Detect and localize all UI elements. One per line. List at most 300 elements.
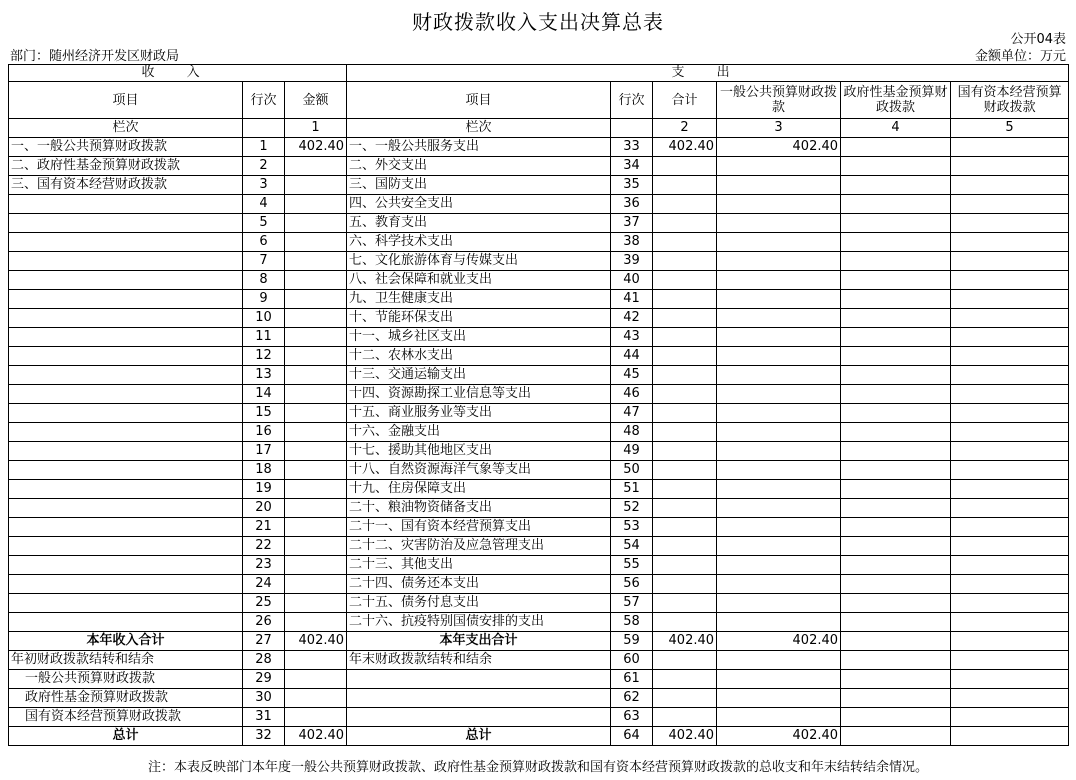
income-row-no: 13: [243, 366, 285, 385]
expense-general-budget: [717, 404, 841, 423]
expense-item: 十二、农林水支出: [347, 347, 611, 366]
income-amount: [285, 499, 347, 518]
table-row: [9, 594, 1069, 613]
expense-row-no: 57: [611, 594, 653, 613]
carryover-income-row-no: 30: [243, 689, 285, 708]
expense-item: 二、外交支出: [347, 157, 611, 176]
expense-item: 六、科学技术支出: [347, 233, 611, 252]
expense-state-capital: [951, 252, 1069, 271]
header-row-columns: [9, 82, 1069, 119]
carryover-income-item: 年初财政拨款结转和结余: [9, 651, 243, 670]
income-item: [9, 271, 243, 290]
table-row: [9, 366, 1069, 385]
carryover-expense-total: [653, 689, 717, 708]
expense-row-no: 39: [611, 252, 653, 271]
carryover-income-amount: [285, 670, 347, 689]
income-item: 一、一般公共预算财政拨款: [9, 138, 243, 157]
income-row-no: 16: [243, 423, 285, 442]
income-item: [9, 404, 243, 423]
expense-item: 十六、金融支出: [347, 423, 611, 442]
income-item: [9, 442, 243, 461]
income-amount: [285, 537, 347, 556]
expense-total: [653, 252, 717, 271]
expense-fund-budget: [841, 461, 951, 480]
income-row-no: 25: [243, 594, 285, 613]
table-row: [9, 195, 1069, 214]
year-income-row-no: 27: [243, 632, 285, 651]
expense-total: [653, 290, 717, 309]
carryover-expense-fund-budget: [841, 689, 951, 708]
expense-section-header: 支 出: [347, 65, 1069, 82]
expense-state-capital: [951, 461, 1069, 480]
grand-expense-state-capital: [951, 727, 1069, 746]
carryover-expense-fund-budget: [841, 670, 951, 689]
expense-fund-budget: [841, 157, 951, 176]
expense-state-capital: [951, 233, 1069, 252]
col-index-blank: [243, 119, 285, 138]
income-item: [9, 347, 243, 366]
carryover-expense-general-budget: [717, 708, 841, 727]
expense-row-no: 53: [611, 518, 653, 537]
table-row: [9, 347, 1069, 366]
expense-row-no: 35: [611, 176, 653, 195]
income-row-no: 18: [243, 461, 285, 480]
footnote: 注：本表反映部门本年度一般公共预算财政拨款、政府性基金预算财政拨款和国有资本经营预算财政拨款的总收支和年末结转结余情况。: [147, 760, 928, 775]
carryover-income-item: 一般公共预算财政拨款: [9, 670, 243, 689]
expense-fund-budget: [841, 271, 951, 290]
income-amount: [285, 556, 347, 575]
expense-fund-budget: [841, 594, 951, 613]
expense-item: 四、公共安全支出: [347, 195, 611, 214]
carryover-income-amount: [285, 708, 347, 727]
expense-general-budget: [717, 328, 841, 347]
general-budget-header: 一般公共预算财政拨款: [717, 82, 841, 119]
income-row-no: 7: [243, 252, 285, 271]
expense-item: 十四、资源勘探工业信息等支出: [347, 385, 611, 404]
expense-item: 三、国防支出: [347, 176, 611, 195]
expense-state-capital: [951, 157, 1069, 176]
income-amount: [285, 328, 347, 347]
income-row-no: 5: [243, 214, 285, 233]
expense-item: 十九、住房保障支出: [347, 480, 611, 499]
expense-general-budget: [717, 233, 841, 252]
carryover-income-item: 国有资本经营预算财政拨款: [9, 708, 243, 727]
table-row: [9, 537, 1069, 556]
income-amount: [285, 290, 347, 309]
income-item: [9, 252, 243, 271]
table-row: [9, 271, 1069, 290]
income-item: [9, 385, 243, 404]
expense-item-header: 项目: [347, 82, 611, 119]
table-row: [9, 157, 1069, 176]
expense-state-capital: [951, 347, 1069, 366]
expense-state-capital: [951, 271, 1069, 290]
income-item: [9, 613, 243, 632]
income-item: [9, 214, 243, 233]
grand-total-row: [9, 727, 1069, 746]
income-row-no: 14: [243, 385, 285, 404]
expense-fund-budget: [841, 423, 951, 442]
expense-item: 八、社会保障和就业支出: [347, 271, 611, 290]
income-amount: [285, 575, 347, 594]
income-row-no: 20: [243, 499, 285, 518]
expense-item: 九、卫生健康支出: [347, 290, 611, 309]
expense-total: [653, 480, 717, 499]
expense-state-capital: [951, 404, 1069, 423]
expense-row-no-header: 行次: [611, 82, 653, 119]
income-row-no: 22: [243, 537, 285, 556]
expense-item: 十八、自然资源海洋气象等支出: [347, 461, 611, 480]
income-section-header: 收 入: [9, 65, 347, 82]
expense-fund-budget: [841, 214, 951, 233]
carryover-expense-fund-budget: [841, 651, 951, 670]
expense-total: [653, 366, 717, 385]
carryover-income-amount: [285, 651, 347, 670]
income-row-no: 6: [243, 233, 285, 252]
table-row: [9, 575, 1069, 594]
carryover-expense-row-no: 63: [611, 708, 653, 727]
expense-total: [653, 461, 717, 480]
income-row-no: 9: [243, 290, 285, 309]
expense-state-capital: [951, 537, 1069, 556]
carryover-expense-row-no: 62: [611, 689, 653, 708]
table-row: [9, 328, 1069, 347]
grand-income-total-amount: 402.40: [285, 727, 347, 746]
expense-row-no: 56: [611, 575, 653, 594]
income-amount: [285, 461, 347, 480]
expense-total: [653, 271, 717, 290]
expense-total: [653, 594, 717, 613]
table-row: [9, 442, 1069, 461]
expense-row-no: 54: [611, 537, 653, 556]
expense-fund-budget: [841, 556, 951, 575]
expense-fund-budget: [841, 309, 951, 328]
col-label-expense: 栏次: [347, 119, 611, 138]
carryover-expense-row-no: 60: [611, 651, 653, 670]
income-row-no: 21: [243, 518, 285, 537]
grand-expense-general-budget: 402.40: [717, 727, 841, 746]
year-expense-total: 402.40: [653, 632, 717, 651]
expense-general-budget: [717, 442, 841, 461]
income-row-no-header: 行次: [243, 82, 285, 119]
income-item: [9, 366, 243, 385]
year-expense-fund-budget: [841, 632, 951, 651]
expense-general-budget: [717, 518, 841, 537]
carryover-expense-item: [347, 689, 611, 708]
expense-state-capital: [951, 366, 1069, 385]
expense-general-budget: [717, 157, 841, 176]
year-expense-general-budget: 402.40: [717, 632, 841, 651]
carryover-row: [9, 689, 1069, 708]
year-income-total-amount: 402.40: [285, 632, 347, 651]
carryover-expense-item: [347, 708, 611, 727]
expense-row-no: 55: [611, 556, 653, 575]
income-row-no: 8: [243, 271, 285, 290]
form-number: 公开04表: [1010, 32, 1066, 47]
expense-row-no: 52: [611, 499, 653, 518]
income-row-no: 4: [243, 195, 285, 214]
expense-state-capital: [951, 575, 1069, 594]
expense-fund-budget: [841, 575, 951, 594]
income-row-no: 17: [243, 442, 285, 461]
expense-general-budget: [717, 366, 841, 385]
table-row: [9, 499, 1069, 518]
income-row-no: 11: [243, 328, 285, 347]
year-expense-state-capital: [951, 632, 1069, 651]
expense-item: 七、文化旅游体育与传媒支出: [347, 252, 611, 271]
income-amount: [285, 613, 347, 632]
carryover-income-row-no: 31: [243, 708, 285, 727]
table-row: [9, 385, 1069, 404]
carryover-expense-total: [653, 708, 717, 727]
expense-general-budget: [717, 480, 841, 499]
table-row: [9, 138, 1069, 157]
income-amount: [285, 518, 347, 537]
expense-state-capital: [951, 480, 1069, 499]
income-row-no: 23: [243, 556, 285, 575]
table-row: [9, 613, 1069, 632]
grand-income-row-no: 32: [243, 727, 285, 746]
expense-row-no: 51: [611, 480, 653, 499]
budget-summary-table: [8, 64, 1069, 746]
income-amount: [285, 195, 347, 214]
table-row: [9, 404, 1069, 423]
expense-general-budget: [717, 290, 841, 309]
carryover-expense-general-budget: [717, 670, 841, 689]
table-row: [9, 518, 1069, 537]
income-row-no: 26: [243, 613, 285, 632]
expense-total: 402.40: [653, 138, 717, 157]
carryover-expense-state-capital: [951, 651, 1069, 670]
carryover-expense-general-budget: [717, 689, 841, 708]
expense-general-budget: [717, 594, 841, 613]
expense-state-capital: [951, 423, 1069, 442]
expense-general-budget: [717, 385, 841, 404]
expense-general-budget: [717, 499, 841, 518]
expense-row-no: 42: [611, 309, 653, 328]
income-amount: [285, 252, 347, 271]
table-row: [9, 480, 1069, 499]
income-item-header: 项目: [9, 82, 243, 119]
expense-state-capital: [951, 214, 1069, 233]
expense-general-budget: [717, 556, 841, 575]
expense-state-capital: [951, 518, 1069, 537]
expense-general-budget: [717, 575, 841, 594]
expense-item: 二十一、国有资本经营预算支出: [347, 518, 611, 537]
expense-state-capital: [951, 176, 1069, 195]
carryover-expense-fund-budget: [841, 708, 951, 727]
expense-state-capital: [951, 594, 1069, 613]
expense-total: [653, 328, 717, 347]
expense-total: [653, 233, 717, 252]
carryover-expense-general-budget: [717, 651, 841, 670]
expense-general-budget: [717, 347, 841, 366]
col-index-2: 2: [653, 119, 717, 138]
expense-total: [653, 309, 717, 328]
income-item: [9, 328, 243, 347]
table-row: [9, 290, 1069, 309]
income-row-no: 15: [243, 404, 285, 423]
expense-item: 五、教育支出: [347, 214, 611, 233]
expense-row-no: 41: [611, 290, 653, 309]
income-item: [9, 461, 243, 480]
expense-general-budget: [717, 613, 841, 632]
income-row-no: 1: [243, 138, 285, 157]
expense-total: [653, 556, 717, 575]
expense-row-no: 50: [611, 461, 653, 480]
expense-general-budget: [717, 195, 841, 214]
expense-fund-budget: [841, 176, 951, 195]
expense-fund-budget: [841, 195, 951, 214]
carryover-expense-row-no: 61: [611, 670, 653, 689]
carryover-row: [9, 708, 1069, 727]
expense-general-budget: 402.40: [717, 138, 841, 157]
expense-fund-budget: [841, 404, 951, 423]
col-index-5: 5: [951, 119, 1069, 138]
income-item: [9, 423, 243, 442]
carryover-expense-item: 年末财政拨款结转和结余: [347, 651, 611, 670]
expense-item: 二十六、抗疫特别国债安排的支出: [347, 613, 611, 632]
expense-state-capital: [951, 138, 1069, 157]
income-item: [9, 518, 243, 537]
expense-fund-budget: [841, 442, 951, 461]
expense-total: [653, 442, 717, 461]
income-row-no: 2: [243, 157, 285, 176]
grand-income-total-label: 总计: [9, 727, 243, 746]
expense-total: [653, 499, 717, 518]
carryover-row: [9, 651, 1069, 670]
expense-row-no: 33: [611, 138, 653, 157]
income-row-no: 24: [243, 575, 285, 594]
income-row-no: 10: [243, 309, 285, 328]
expense-fund-budget: [841, 347, 951, 366]
expense-state-capital: [951, 385, 1069, 404]
carryover-income-row-no: 29: [243, 670, 285, 689]
income-item: [9, 309, 243, 328]
expense-item: 二十三、其他支出: [347, 556, 611, 575]
income-row-no: 3: [243, 176, 285, 195]
state-capital-header: 国有资本经营预算财政拨款: [951, 82, 1069, 119]
income-amount: [285, 385, 347, 404]
carryover-income-row-no: 28: [243, 651, 285, 670]
expense-row-no: 48: [611, 423, 653, 442]
table-row: [9, 556, 1069, 575]
expense-fund-budget: [841, 480, 951, 499]
income-item: [9, 556, 243, 575]
income-item: [9, 233, 243, 252]
income-amount: 402.40: [285, 138, 347, 157]
expense-general-budget: [717, 537, 841, 556]
carryover-expense-total: [653, 651, 717, 670]
income-item: [9, 290, 243, 309]
expense-fund-budget: [841, 385, 951, 404]
income-item: [9, 594, 243, 613]
income-amount: [285, 480, 347, 499]
expense-fund-budget: [841, 613, 951, 632]
income-item: 二、政府性基金预算财政拨款: [9, 157, 243, 176]
table-row: [9, 252, 1069, 271]
expense-item: 十、节能环保支出: [347, 309, 611, 328]
expense-item: 十五、商业服务业等支出: [347, 404, 611, 423]
income-item: [9, 575, 243, 594]
column-index-row: [9, 119, 1069, 138]
expense-row-no: 47: [611, 404, 653, 423]
expense-general-budget: [717, 271, 841, 290]
expense-item: 二十、粮油物资储备支出: [347, 499, 611, 518]
income-amount: [285, 347, 347, 366]
income-row-no: 12: [243, 347, 285, 366]
income-amount: [285, 176, 347, 195]
income-item: [9, 537, 243, 556]
expense-item: 二十五、债务付息支出: [347, 594, 611, 613]
expense-state-capital: [951, 556, 1069, 575]
expense-item: 十七、援助其他地区支出: [347, 442, 611, 461]
expense-general-budget: [717, 214, 841, 233]
income-item: 三、国有资本经营财政拨款: [9, 176, 243, 195]
expense-item: 二十二、灾害防治及应急管理支出: [347, 537, 611, 556]
expense-item: 十一、城乡社区支出: [347, 328, 611, 347]
col-index-4: 4: [841, 119, 951, 138]
expense-fund-budget: [841, 518, 951, 537]
amount-unit-label: 金额单位：万元: [974, 49, 1066, 64]
expense-row-no: 43: [611, 328, 653, 347]
income-amount: [285, 366, 347, 385]
income-item: [9, 499, 243, 518]
income-amount: [285, 594, 347, 613]
expense-state-capital: [951, 613, 1069, 632]
expense-total: [653, 613, 717, 632]
expense-fund-budget: [841, 537, 951, 556]
col-label-income: 栏次: [9, 119, 243, 138]
expense-total: [653, 404, 717, 423]
expense-total: [653, 518, 717, 537]
table-row: [9, 214, 1069, 233]
year-expense-row-no: 59: [611, 632, 653, 651]
expense-fund-budget: [841, 252, 951, 271]
income-amount-header: 金额: [285, 82, 347, 119]
expense-fund-budget: [841, 366, 951, 385]
year-expense-total-label: 本年支出合计: [347, 632, 611, 651]
expense-total: [653, 575, 717, 594]
col-index-1: 1: [285, 119, 347, 138]
expense-row-no: 58: [611, 613, 653, 632]
income-amount: [285, 309, 347, 328]
year-total-row: [9, 632, 1069, 651]
carryover-expense-state-capital: [951, 708, 1069, 727]
grand-expense-fund-budget: [841, 727, 951, 746]
grand-expense-total: 402.40: [653, 727, 717, 746]
expense-total: [653, 347, 717, 366]
expense-row-no: 44: [611, 347, 653, 366]
expense-general-budget: [717, 461, 841, 480]
expense-total: [653, 214, 717, 233]
col-index-3: 3: [717, 119, 841, 138]
expense-fund-budget: [841, 328, 951, 347]
income-amount: [285, 404, 347, 423]
table-row: [9, 233, 1069, 252]
carryover-expense-total: [653, 670, 717, 689]
expense-fund-budget: [841, 290, 951, 309]
expense-row-no: 37: [611, 214, 653, 233]
expense-total: [653, 423, 717, 442]
expense-fund-budget: [841, 138, 951, 157]
table-row: [9, 423, 1069, 442]
expense-row-no: 46: [611, 385, 653, 404]
expense-state-capital: [951, 309, 1069, 328]
expense-row-no: 36: [611, 195, 653, 214]
expense-fund-budget: [841, 233, 951, 252]
grand-expense-total-label: 总计: [347, 727, 611, 746]
